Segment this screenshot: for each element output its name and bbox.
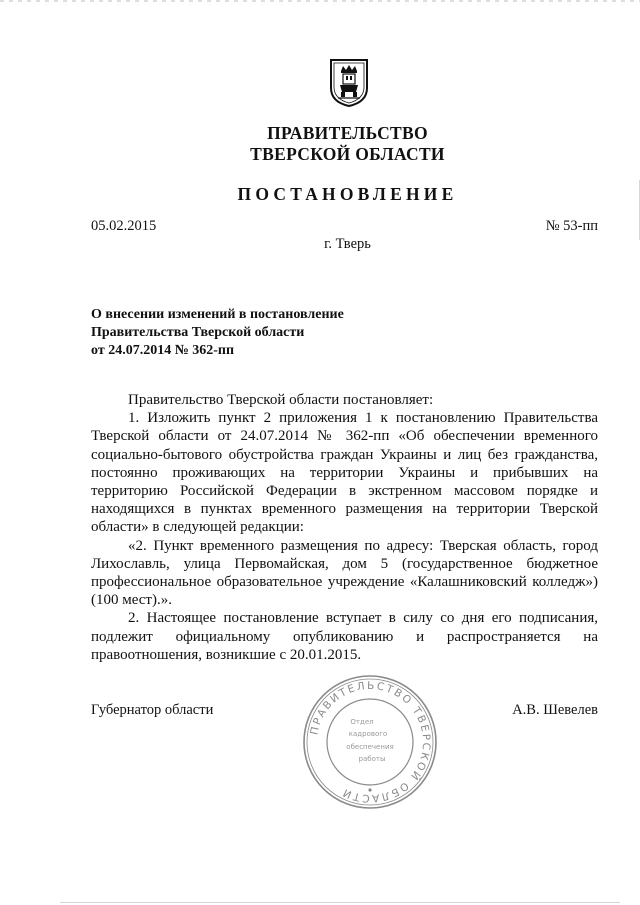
subject-line2: Правительства Тверской области [91,325,305,340]
svg-text:кадрового: кадрового [348,730,388,738]
subject-line3: от 24.07.2014 № 362-пп [91,343,235,358]
document-body [91,391,598,664]
body-paragraph-item1: 1. Изложить пункт 2 приложения 1 к постановлению Правительства Тверской области от 24.07.2014 № 362-пп «Об обеспечении временного социально-бытового обустройства граждан Украины и лиц без гражданства, постоянно проживающих на территории Украины и прибывших на территорию Российской Федерации в экстренном массовом порядке и находящихся в пунктах временного размещения на территории Тверской области» в следующей редакции: [91,410,598,536]
scan-edge-bottom [60,902,620,903]
scan-edge-top [0,0,640,2]
document-number: № 53-пп [545,218,598,234]
coat-of-arms-icon [329,58,369,108]
document-subject [91,306,344,360]
body-paragraph-new-text: «2. Пункт временного размещения по адресу: Тверская область, город Лихославль, улица Первомайская, дом 5 (государственное бюджетное профессиональное образовательное учреждение «Калашниковский колледж») (100 мест).». [91,537,598,609]
svg-text:обеспечения: обеспечения [346,743,394,751]
org-name-line1: ПРАВИТЕЛЬСТВО [267,123,428,143]
signatory-name: А.В. Шевелев [512,702,598,718]
body-paragraph-item2: 2. Настоящее постановление вступает в силу со дня его подписания, подлежит официальному опубликованию и распространяется на правоотношения, возникшие с 20.01.2015. [91,610,598,663]
body-paragraph-preamble: Правительство Тверской области постановляет: [128,392,434,408]
svg-text:Отдел: Отдел [350,718,374,726]
subject-line1: О внесении изменений в постановление [91,307,344,322]
document-type: ПОСТАНОВЛЕНИЕ [237,184,458,204]
document-date: 05.02.2015 [91,218,157,234]
svg-text:работы: работы [358,755,386,763]
signatory-title: Губернатор области [91,702,214,718]
organization-header [0,123,640,165]
official-stamp [300,672,440,812]
document-city: г. Тверь [324,236,371,252]
svg-text:ПРАВИТЕЛЬСТВО ТВЕРСКОЙ ОБЛАСТИ: ПРАВИТЕЛЬСТВО ТВЕРСКОЙ ОБЛАСТИ [308,679,433,805]
org-name-line2: ТВЕРСКОЙ ОБЛАСТИ [250,144,445,164]
